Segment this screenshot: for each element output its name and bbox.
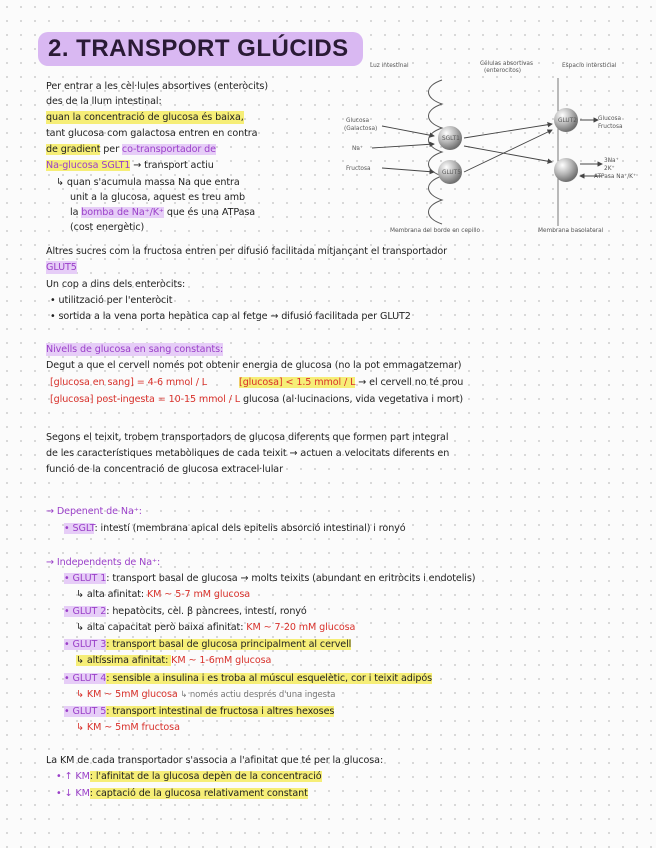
tissue-line-2: de les característiques metabòliques de cada teixit → actuen a velocitats diferents en [46,448,450,459]
glut5-text: : transport intestinal de fructosa i altres hexoses [106,706,335,717]
glut2-km: KM ~ 7-20 mM glucosa [246,622,356,633]
glut1-sub-text: ↳ alta afinitat: [76,589,147,600]
diagram-fructosa-right-label: Fructosa [598,124,623,130]
intro-la: la [70,207,82,218]
glut1-km: KM ~ 5-7 mM glucosa [146,589,251,600]
diagram-galactosa-label: (Galactosa) [344,126,378,132]
km-low-label: • ↓ KM [56,788,90,799]
intro-line-4: tant glucosa com galactosa entren en contra [46,128,258,139]
tissue-line-3: funció de la concentració de glucosa extracel·lular [46,464,283,475]
dependent-heading: → Depenent de Na⁺: [46,506,142,517]
glut2-text: : hepatòcits, cèl. β pàncrees, intestí, ronyó [106,606,307,617]
glut3-line [64,638,351,651]
glut3-sub-text: ↳ altíssima afinitat: [76,655,172,666]
independent-heading: → Independents de Na⁺: [46,557,161,568]
glut3-km: KM ~ 1-6mM glucosa [171,655,272,666]
intro-sglt1: Na-glucosa SGLT1 [46,160,131,171]
km-low-text: : captació de la glucosa relativament constant [89,788,308,799]
km-line-3 [56,787,308,800]
diagram-sglt1-label: SGLT1 [442,136,460,142]
dependent-sglt [64,522,406,535]
levels-postprandial-glucose: [glucosa] post-ingesta = 10-15 mmol / L [50,394,241,405]
glut4-line [64,672,432,685]
glut1-text: : transport basal de glucosa → molts teixits (abundant en eritròcits i endotelis) [106,573,476,584]
glut1-label: • GLUT 1 [64,573,107,584]
diagram-glut5-label: GLUT5 [442,170,461,176]
glut5-sub: ↳ KM ~ 5mM fructosa [76,722,180,733]
enterocyte-transport-diagram [342,58,636,234]
glut5-line [64,705,334,718]
intro-glut5: GLUT5 [46,262,77,273]
intro-line-5 [46,143,216,156]
intro-line-14: • utilització per l'enteròcit [50,295,173,306]
km-line-2 [56,770,322,783]
intro-na-k-pump: bomba de Na⁺/K⁺ [81,207,164,218]
intro-active-transport: → transport actiu [130,160,214,171]
brush-border-membrane [429,80,443,224]
levels-line-3 [50,393,463,406]
intro-line-2: des de la llum intestinal: [46,96,162,107]
intro-line-13: Un cop a dins dels enteròcits: [46,279,186,290]
levels-consequences: glucosa (al·lucinacions, vida vegetativa i mort) [240,394,464,405]
diagram-cells-label: Células absortivas [480,61,533,67]
glut2-sub-text: ↳ alta capacitat però baixa afinitat: [76,622,247,633]
glut4-km: ↳ KM ~ 5mM glucosa [76,689,178,700]
intro-line-8: unit a la glucosa, aquest es treu amb [70,192,245,203]
diagram-basolateral-label: Membrana basolateral [538,228,604,234]
page-title: 2. TRANSPORT GLÚCIDS [38,32,363,66]
levels-line-2 [50,376,463,389]
intro-line-15: • sortida a la vena porta hepàtica cap al fetge → difusió facilitada per GLUT2 [50,311,411,322]
diagram-fructosa-label: Fructosa [346,166,371,172]
intro-gradient: de gradient [46,144,101,155]
intro-line-6 [46,159,214,172]
glut1-line [64,572,475,585]
levels-normal-glucose: [glucosa en sang] = 4-6 mmol / L [50,377,208,388]
glut4-label: • GLUT 4 [64,673,107,684]
km-high-label: • ↑ KM [56,771,90,782]
diagram-interstitial-label: Espacio intersticial [562,63,617,69]
sglt-label: • SGLT [64,523,95,534]
intro-line-11: Altres sucres com la fructosa entren per difusió facilitada mitjançant el transportador [46,246,448,257]
intro-line-9 [70,206,255,219]
intro-per: per [100,144,122,155]
levels-low-glucose: [glucosa] < 1.5 mmol / L [239,377,356,388]
glut3-label: • GLUT 3 [64,639,107,650]
diagram-na-label: Na⁺ [352,146,363,152]
glut3-sub [76,654,271,667]
km-line-1: La KM de cada transportador s'associa a l'afinitat que té per la glucosa: [46,755,384,766]
diagram-glut2-label: GLUT2 [558,118,577,124]
levels-heading: Nivells de glucosa en sang constants: [46,344,224,355]
glut4-sub [76,688,335,702]
glut2-sub [76,621,355,634]
levels-line-1: Degut a que el cervell només pot obtenir energia de glucosa (no la pot emmagatzemar) [46,360,462,371]
intro-line-10: (cost energètic) [70,222,145,233]
na-k-atpase-transporter [554,158,578,182]
intro-atpase: que és una ATPasa [163,207,256,218]
diagram-glucosa-right-label: Glucosa [598,116,622,122]
glut3-text: : transport basal de glucosa principalment al cervell [106,639,352,650]
diagram-2k-label: 2K⁺ [604,166,615,172]
glut2-line [64,605,307,618]
tissue-line-1: Segons el teixit, trobem transportadors de glucosa diferents que formen part integral [46,432,449,443]
glut4-text: : sensible a insulina i es troba al múscul esquelètic, cor i teixit adipós [106,673,432,684]
diagram-3na-label: 3Na⁺ [604,158,619,164]
glut1-sub [76,588,250,601]
levels-brain-insufficient: → el cervell no té prou [355,377,464,388]
diagram-brush-border-label: Membrana del borde en cepillo [390,228,481,234]
diagram-atpase-label: ATPasa Na⁺/K⁺ [594,174,636,180]
km-high-text: : l'afinitat de la glucosa depèn de la concentració [89,771,322,782]
diagram-lumen-label: Luz intestinal [370,63,409,69]
glut4-note: ↳ només actiu després d'una ingesta [177,690,336,700]
intro-line-1: Per entrar a les cèl·lules absortives (enteròcits) [46,81,268,92]
glut2-label: • GLUT 2 [64,606,107,617]
intro-line-7: ↳ quan s'acumula massa Na que entra [56,177,240,188]
sglt-text: : intestí (membrana apical dels epitelis absorció intestinal) i ronyó [94,523,406,534]
glut5-label: • GLUT 5 [64,706,107,717]
diagram-cells-label-2: (enterocitos) [484,68,522,74]
diagram-glucosa-label: Glucosa [346,118,370,124]
intro-cotransporter: co-transportador de [121,144,216,155]
intro-line-3: quan la concentració de glucosa és baixa, [46,112,244,123]
